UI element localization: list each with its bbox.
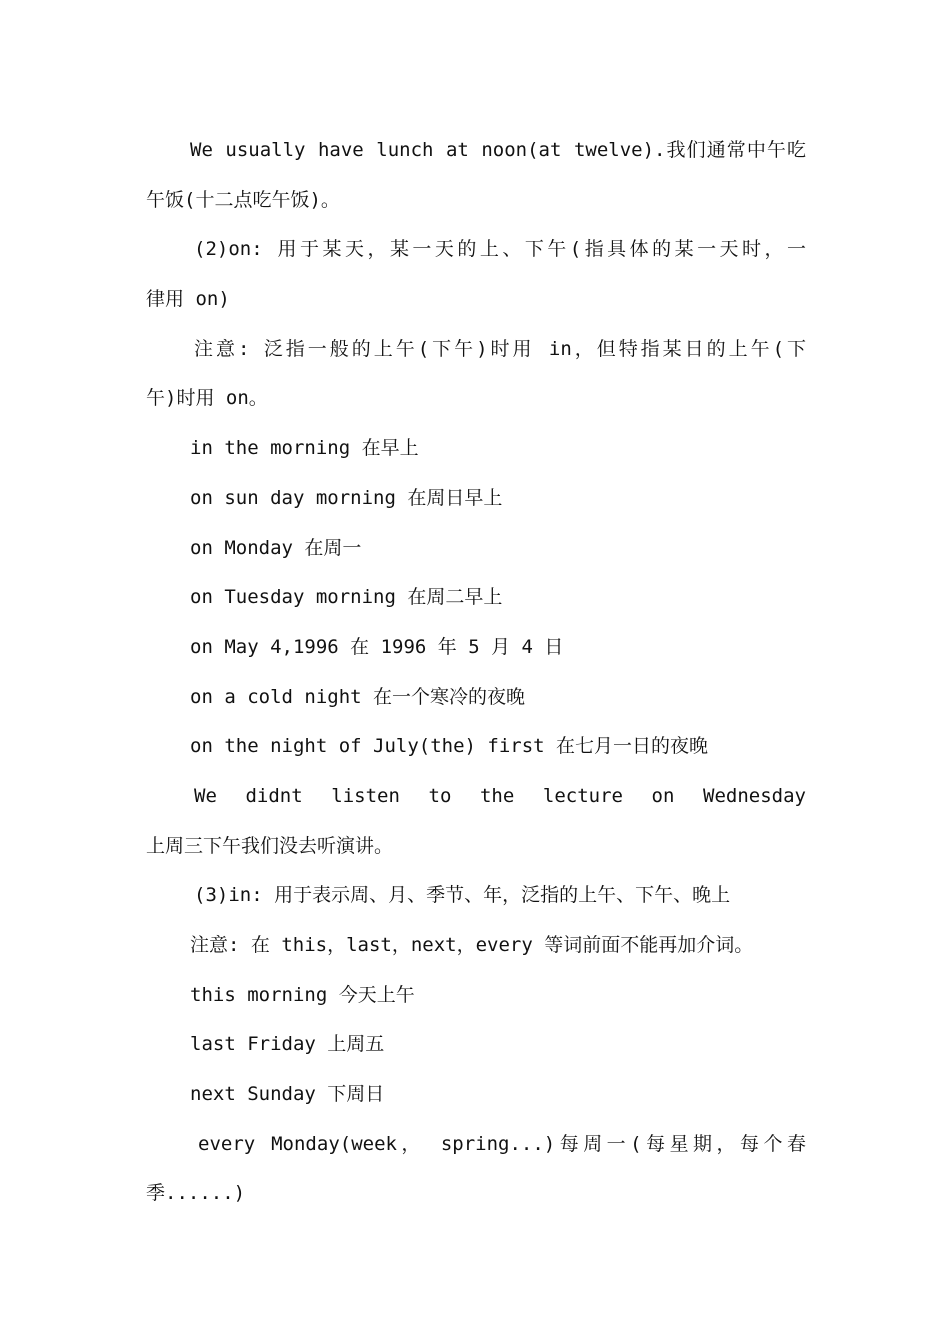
paragraph-line-1: We usually have lunch at noon(at twelve).我们通常中午吃	[190, 139, 806, 161]
example-line-2: on sun day morning 在周日早上	[190, 486, 503, 509]
example-line-11: every Monday(week， spring...)每周一(每星期，每个春	[198, 1132, 806, 1155]
paragraph-line-8: 上周三下午我们没去听演讲。	[146, 834, 394, 857]
example-line-7: on the night of July(the) first 在七月一日的夜晚	[190, 735, 709, 758]
example-line-3: on Monday 在周一	[190, 536, 362, 559]
paragraph-line-9: (3)in: 用于表示周、月、季节、年，泛指的上午、下午、晚上	[194, 884, 731, 907]
paragraph-line-4: 律用 on)	[146, 288, 230, 311]
paragraph-line-3: (2)on: 用于某天，某一天的上、下午(指具体的某一天时，一	[194, 238, 806, 261]
example-line-8: this morning 今天上午	[190, 983, 415, 1006]
document-body	[146, 126, 806, 1219]
paragraph-line-2: 午饭(十二点吃午饭)。	[146, 188, 340, 211]
example-line-6: on a cold night 在一个寒冷的夜晚	[190, 685, 526, 708]
example-line-1: in the morning 在早上	[190, 437, 419, 460]
paragraph-line-6: 午)时用 on。	[146, 387, 268, 410]
example-line-4: on Tuesday morning 在周二早上	[190, 586, 503, 609]
example-line-5: on May 4,1996 在 1996 年 5 月 4 日	[190, 635, 564, 658]
paragraph-line-7: We didnt listen to the lecture on Wednesday	[194, 784, 806, 807]
example-line-12: 季......)	[146, 1182, 246, 1205]
example-line-9: last Friday 上周五	[190, 1033, 385, 1056]
paragraph-line-5: 注意: 泛指一般的上午(下午)时用 in，但特指某日的上午(下	[194, 337, 806, 360]
example-line-10: next Sunday 下周日	[190, 1083, 385, 1106]
paragraph-line-10: 注意: 在 this，last，next，every 等词前面不能再加介词。	[190, 934, 754, 956]
